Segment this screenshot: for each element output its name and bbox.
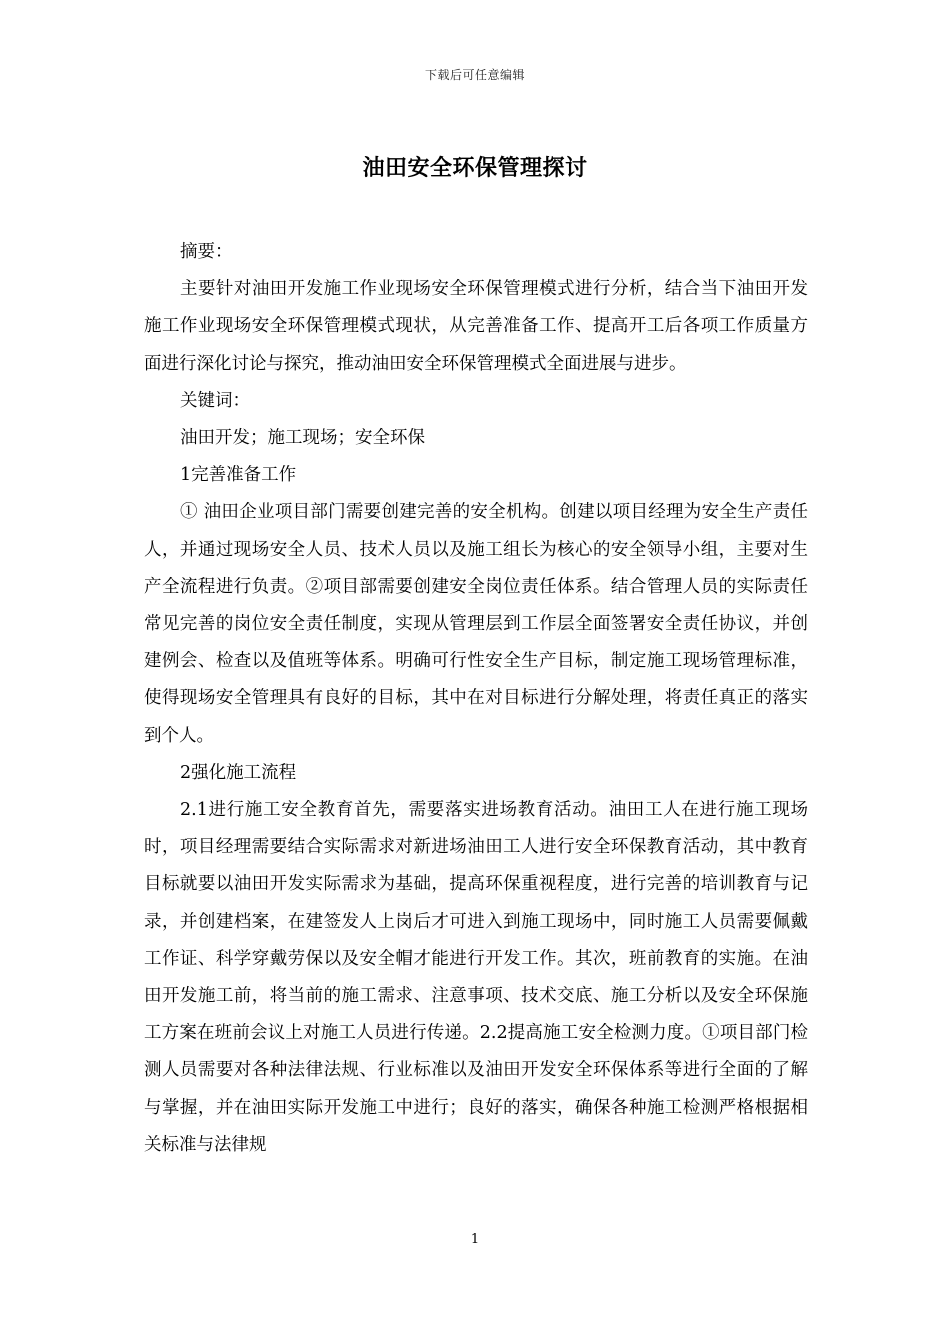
keywords-paragraph: 油田开发；施工现场；安全环保 xyxy=(180,428,425,449)
page-number: 1 xyxy=(470,1232,480,1247)
section-heading-2: 2强化施工流程 xyxy=(180,762,297,783)
section-1-paragraph: ① 油田企业项目部门需要创建完善的安全机构。创建以项目经理为安全生产责任人，并通过现场安全人员、技术人员以及施工组长为核心的安全领导小组，主要对生产全流程进行负责。②项目部需要创建安全岗位责任体系。结合管理人员的实际责任常见完善的岗位安全责任制度，实现从管理层到工作层全面签署安全责任协议，并创建例会、检查以及值班等体系。明确可行性安全生产目标，制定施工现场管理标准，使得现场安全管理具有良好的目标，其中在对目标进行分解处理，将责任真正的落实到个人。 xyxy=(144,502,808,746)
keywords-label: 关键词： xyxy=(180,390,250,411)
header-note: 下载后可任意编辑 xyxy=(424,68,525,82)
section-heading-1: 1完善准备工作 xyxy=(180,465,297,486)
page-title: 油田安全环保管理探讨 xyxy=(362,156,588,181)
abstract-label: 摘要： xyxy=(180,242,233,262)
document-body xyxy=(144,234,808,1164)
abstract-paragraph: 主要针对油田开发施工作业现场安全环保管理模式进行分析，结合当下油田开发施工作业现场安全环保管理模式现状，从完善准备工作、提高开工后各项工作质量方面进行深化讨论与探究，推动油田安全环保管理模式全面进展与进步。 xyxy=(144,279,808,374)
section-2-paragraph: 2.1进行施工安全教育首先，需要落实进场教育活动。油田工人在进行施工现场时，项目经理需要结合实际需求对新进场油田工人进行安全环保教育活动，其中教育目标就要以油田开发实际需求为基础，提高环保重视程度，进行完善的培训教育与记录，并创建档案，在建签发人上岗后才可进入到施工现场中，同时施工人员需要佩戴工作证、科学穿戴劳保以及安全帽才能进行开发工作。其次，班前教育的实施。在油田开发施工前，将当前的施工需求、注意事项、技术交底、施工分析以及安全环保施工方案在班前会议上对施工人员进行传递。2.2提高施工安全检测力度。①项目部门检测人员需要对各种法律法规、行业标准以及油田开发安全环保体系等进行全面的了解与掌握，并在油田实际开发施工中进行；良好的落实，确保各种施工检测严格根据相关标准与法律规 xyxy=(144,800,808,1155)
